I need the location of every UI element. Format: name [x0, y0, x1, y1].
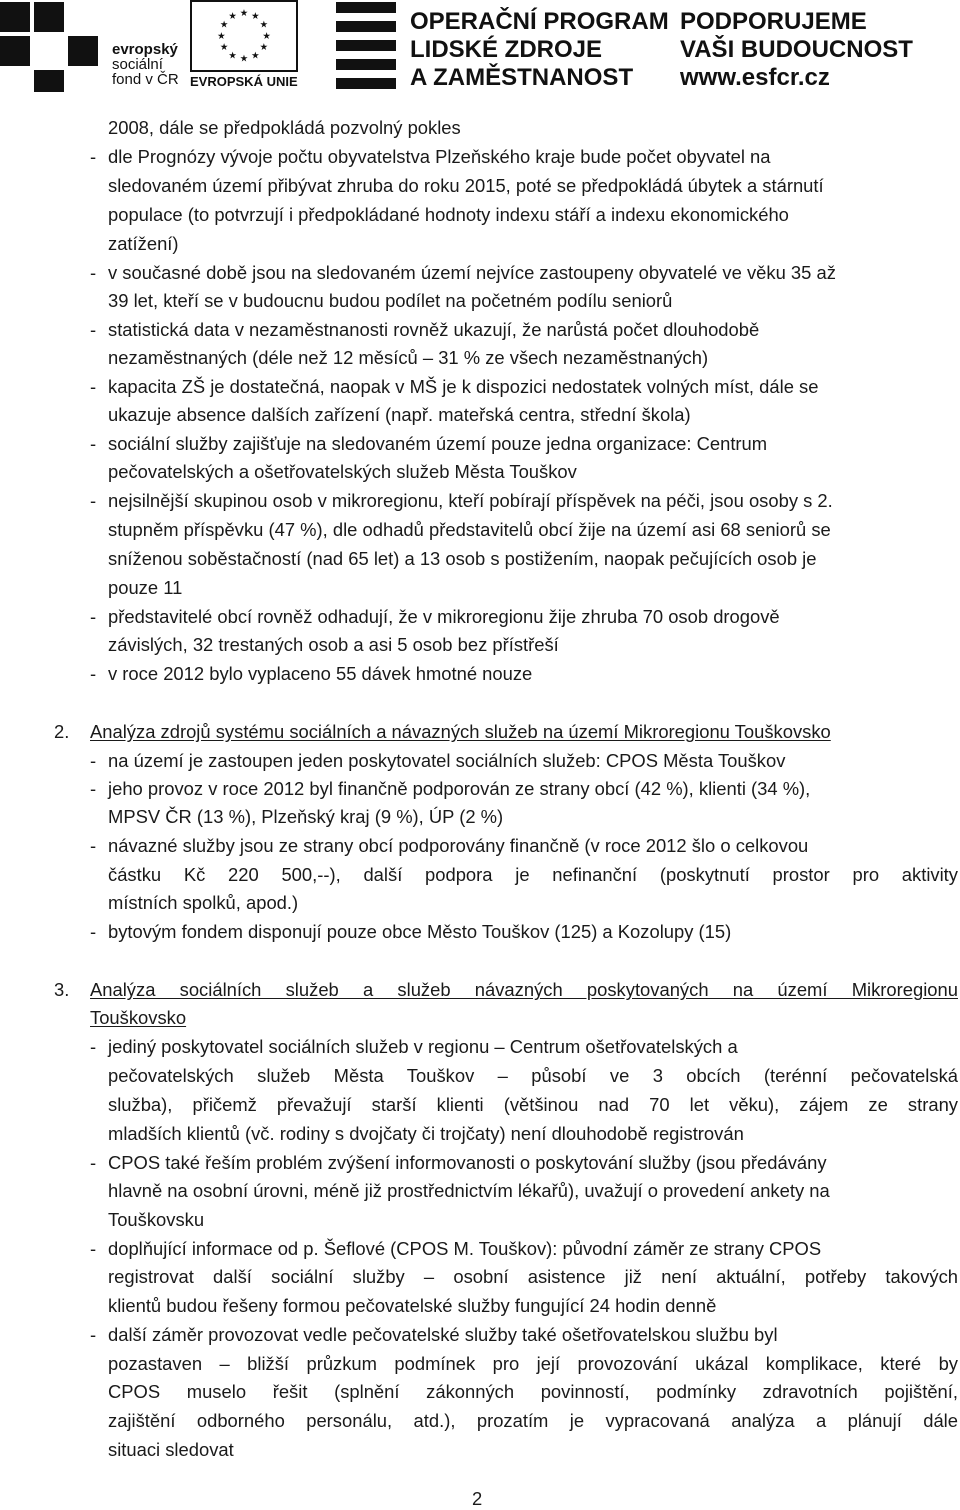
bullet-dash: -	[90, 1152, 97, 1173]
text-line: ukazuje absence dalších zařízení (např. mateřská centra, střední škola)	[108, 404, 691, 425]
text-line: v současné době jsou na sledovaném území nejvíce zastoupeny obyvatelé ve věku 35 až	[108, 262, 836, 283]
text-line: dle Prognózy vývoje počtu obyvatelstva Plzeňského kraje bude počet obyvatel na	[108, 146, 771, 167]
bullet-dash: -	[90, 1036, 97, 1057]
text-line: pečovatelských a ošetřovatelských služeb Města Touškov	[108, 461, 577, 482]
text-line: mladších klientů (vč. rodiny s dvojčaty či trojčaty) není dlouhodobě registrován	[108, 1123, 744, 1144]
svg-text:★: ★	[217, 30, 226, 42]
text-line: služba), přičemž převažují starší klienti (většinou nad 70 let věku), zájem ze strany	[108, 1094, 958, 1115]
text-line: sociální služby zajišťuje na sledovaném území pouze jedna organizace: Centrum	[108, 433, 768, 454]
text-line: sledovaném území přibývat zhruba do roku 2015, poté se předpokládá úbytek a stárnutí	[108, 175, 824, 196]
bullet-dash: -	[90, 262, 97, 283]
text-line: statistická data v nezaměstnanosti rovněž ukazují, že narůstá počet dlouhodobě	[108, 319, 760, 340]
text-line: pečovatelských služeb Města Touškov – působí ve 3 obcích (terénní pečovatelská	[108, 1065, 958, 1086]
text-line: zajištění odborného personálu, atd.), prozatím je vypracovaná analýza a plánují dále	[108, 1410, 958, 1431]
bullet-dash: -	[90, 490, 97, 511]
bullet-dash: -	[90, 663, 97, 684]
svg-text:★: ★	[228, 11, 237, 23]
section3-number: 3.	[54, 979, 70, 1000]
text-line: stupněm příspěvku (47 %), dle odhadů představitelů obcí žije na území asi 68 seniorů se	[108, 519, 831, 540]
text-line: populace (to potvrzují i předpokládané hodnoty indexu stáří a indexu ekonomického	[108, 204, 789, 225]
text-line: další záměr provozovat vedle pečovatelské služby také ošetřovatelskou službu byl	[108, 1324, 778, 1345]
svg-text:★: ★	[251, 11, 260, 23]
text-line: MPSV ČR (13 %), Plzeňský kraj (9 %), ÚP (2 %)	[108, 806, 504, 827]
bullet-dash: -	[90, 319, 97, 340]
text-line: nezaměstnaných (déle než 12 měsíců – 31 % ze všech nezaměstnaných)	[108, 347, 709, 368]
text-line: doplňující informace od p. Šeflové (CPOS M. Touškov): původní záměr ze strany CPOS	[108, 1238, 822, 1259]
text-line: jeho provoz v roce 2012 byl finančně podporován ze strany obcí (42 %), klienti (34 %),	[108, 778, 811, 799]
bullet-dash: -	[90, 1238, 97, 1259]
svg-text:★: ★	[259, 19, 269, 31]
section3-title-line-2: Touškovsko	[90, 1007, 187, 1028]
text-line: jediný poskytovatel sociálních služeb v regionu – Centrum ošetřovatelských a	[108, 1036, 738, 1057]
esf-line-1: evropský	[112, 41, 178, 58]
bullet-dash: -	[90, 750, 97, 771]
bullet-dash: -	[90, 778, 97, 799]
svg-text:★: ★	[262, 30, 271, 42]
text-line: Touškovsku	[108, 1209, 205, 1230]
text-line: registrovat další sociální služby – osobní asistence již není aktuální, potřeby takových	[108, 1266, 958, 1287]
svg-text:★: ★	[239, 53, 249, 65]
text-line: představitelé obcí rovněž odhadují, že v mikroregionu žije zhruba 70 osob drogově	[108, 606, 780, 627]
text-line: návazné služby jsou ze strany obcí podporovány finančně (v roce 2012 šlo o celkovou	[108, 835, 809, 856]
svg-text:★: ★	[228, 50, 237, 62]
section3-title-line-1: Analýza sociálních služeb a služeb návazných poskytovaných na území Mikroregionu	[90, 979, 958, 1000]
text-line: nejsilnější skupinou osob v mikroregionu, kteří pobírají příspěvek na péči, jsou osoby s 2.	[108, 490, 833, 511]
svg-text:★: ★	[219, 42, 229, 54]
esf-line-3: fond v ČR	[112, 71, 179, 88]
bullet-dash: -	[90, 376, 97, 397]
eu-label: EVROPSKÁ UNIE	[190, 74, 298, 89]
program-line-1: OPERAČNÍ PROGRAM	[410, 8, 669, 35]
text-line: zatížení)	[108, 233, 179, 254]
text-line: hlavně na osobní úrovni, méně již prostřednictvím lékařů), uvažují o provedení ankety na	[108, 1180, 830, 1201]
bullet-dash: -	[90, 921, 97, 942]
bullet-dash: -	[90, 1324, 97, 1345]
text-line: CPOS muselo řešit (splnění zákonných povinností, podmínky zdravotních pojištění,	[108, 1381, 958, 1402]
esf-line-2: sociální	[112, 56, 163, 73]
section1-intro: 2008, dále se předpokládá pozvolný pokles	[108, 117, 461, 138]
svg-text:★: ★	[259, 42, 269, 54]
text-line: na území je zastoupen jeden poskytovatel sociálních služeb: CPOS Města Touškov	[108, 750, 786, 771]
program-line-3: A ZAMĚSTNANOST	[410, 64, 634, 91]
slogan-line-2: VAŠI BUDOUCNOST	[680, 36, 913, 63]
slogan-line-1: PODPORUJEME	[680, 8, 867, 35]
text-line: klientů budou řešeny formou pečovatelské služby fungující 24 hodin denně	[108, 1295, 717, 1316]
slogan-url[interactable]: www.esfcr.cz	[680, 64, 830, 91]
text-line: místních spolků, apod.)	[108, 892, 299, 913]
bullet-dash: -	[90, 146, 97, 167]
text-line: bytovým fondem disponují pouze obce Město Touškov (125) a Kozolupy (15)	[108, 921, 732, 942]
text-line: částku Kč 220 500,--), další podpora je nefinanční (poskytnutí prostor pro aktivity	[108, 864, 958, 885]
text-line: situaci sledovat	[108, 1439, 234, 1460]
text-line: 39 let, kteří se v budoucnu budou podílet na početném podílu seniorů	[108, 290, 673, 311]
text-line: pozastaven – bližší průzkum podmínek pro její provozování ukázal komplikace, které by	[108, 1353, 958, 1374]
page-number: 2	[472, 1488, 483, 1509]
bullet-dash: -	[90, 433, 97, 454]
section2-title: Analýza zdrojů systému sociálních a návazných služeb na území Mikroregionu Touškovsko	[90, 721, 831, 742]
bullet-dash: -	[90, 606, 97, 627]
text-line: kapacita ZŠ je dostatečná, naopak v MŠ je k dispozici nedostatek volných míst, dále se	[108, 376, 819, 397]
svg-text:★: ★	[251, 50, 260, 62]
text-line: CPOS také řeším problém zvýšení informovanosti o poskytování služby (jsou předávány	[108, 1152, 827, 1173]
text-line: závislých, 32 trestaných osob a asi 5 osob bez přístřeší	[108, 634, 559, 655]
bullet-dash: -	[90, 835, 97, 856]
section2-number: 2.	[54, 721, 70, 742]
text-line: v roce 2012 bylo vyplaceno 55 dávek hmotné nouze	[108, 663, 533, 684]
text-line: sníženou soběstačností (nad 65 let) a 13 osob s postižením, naopak pečujících osob je	[108, 548, 817, 569]
program-line-2: LIDSKÉ ZDROJE	[410, 36, 603, 63]
svg-text:★: ★	[219, 19, 229, 31]
text-line: pouze 11	[108, 577, 183, 598]
svg-text:★: ★	[239, 8, 249, 20]
